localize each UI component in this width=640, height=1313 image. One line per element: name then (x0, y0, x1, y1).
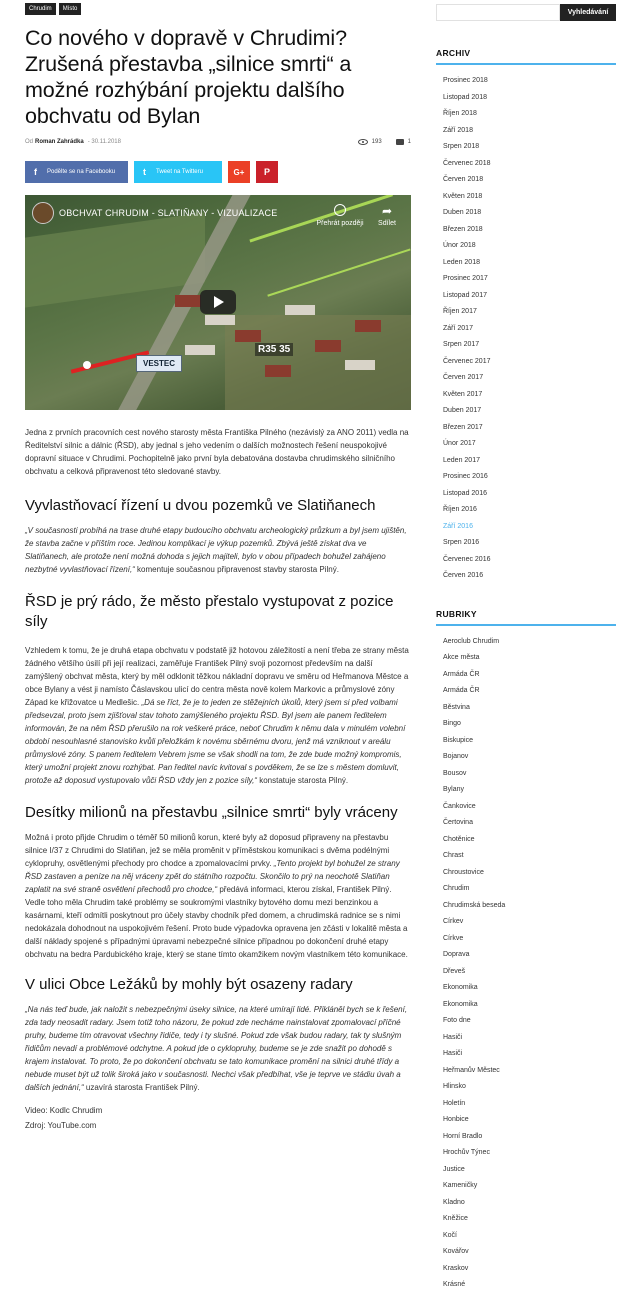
article-meta (25, 137, 411, 147)
paragraph-text: předává informaci, kterou získal, František Pilný. Vedle toho měla Chrudim také problémy se soukromými vlastníky bytového domu mezi benzinkou a kasárnami, kteří odmítli poskytnout pro účely stavby chodník před domem, a chrudimská radnice se s nimi nedokázala dohodnout na uspokojivém řešení. Proto bude výpadovka opravena jen zčásti v lokalitě města a další náklady spojené s případnými úpravami nebezpečné silnice případnou po dokončení druhé etapy obchvatu na bedra Pardubického kraje, který se stane tímto okamžikem novým vlastníkem této komunikace. (25, 885, 408, 959)
article-stats (358, 139, 411, 145)
quote-text: „Na nás teď bude, jak naložit s nebezpečnými úseky silnice, na které umírají lidé. Přikláněl bych se k řešení, zda tady neosadit radary. Jsem totiž toho názoru, že pokud zde necháme nainstalovat zpomalovací příčné pruhy, budeme tím otravovat všechny řidiče, tedy i ty slušné. Pokud zde však budou radary, tak ty slušným řidičům nevadí a problémové odchytne. A pokud jde o cyklopruhy, budeme se je zde snažit po dohodě s krajem instalovat. To proto, že po dokončení obchvatu se tato komunikace promění na silnici druhé třídy a nebude muset být už tolik široká jako v současnosti. Nechci však předbíhat, vše je teprve ve stádiu úvah a dalších jednání,“ (25, 1005, 408, 1092)
watch-later-button[interactable] (315, 204, 365, 227)
archive-item[interactable]: Listopad 2018 (443, 93, 487, 101)
quote-text: „Tento projekt byl bohužel ze strany ŘSD zastaven a peníze na něj vráceny zpět do státního rozpočtu. Skončilo to prý na neochotě Slatiňan zaplatit na své straně osvětlení přechodů pro chodce,“ (25, 859, 400, 894)
rubriky-item[interactable]: Chroustovice (443, 868, 484, 876)
archive-item[interactable]: Červen 2016 (443, 572, 484, 579)
archive-item[interactable]: Srpen 2016 (443, 539, 480, 546)
source-credit: Zdroj: YouTube.com (25, 1121, 97, 1130)
pinterest-share-button[interactable]: P (256, 161, 278, 183)
by-label: Od (25, 139, 34, 145)
video-frame-road-label: R35 35 (255, 343, 293, 356)
rubriky-item[interactable]: Církve (443, 934, 464, 942)
archive-item[interactable]: Říjen 2017 (443, 308, 477, 315)
view-count: 193 (371, 139, 382, 145)
archive-item[interactable]: Říjen 2018 (443, 110, 477, 117)
rubriky-item[interactable]: Dřeveš (443, 967, 466, 975)
archive-item[interactable]: Listopad 2017 (443, 291, 487, 299)
archive-item[interactable]: Září 2016 (443, 522, 473, 530)
article-paragraph (25, 524, 411, 576)
section-heading: Desítky milionů na přestavbu „silnice smrti“ byly vráceny (25, 804, 398, 821)
section-heading: V ulici Obce Ležáků by mohly být osazeny radary (25, 976, 353, 993)
article-title: Co nového v dopravě v Chrudimi? Zrušená přestavba „silnice smrti“ a možné rozhýbání projektu dalšího obchvatu od Bylan (25, 26, 352, 128)
rubriky-list (436, 634, 616, 1294)
quote-attribution: konstatuje starosta Pilný. (256, 776, 349, 785)
rubriky-item[interactable]: Chrudim (443, 885, 470, 892)
rubriky-heading: RUBRIKY (436, 608, 477, 619)
twitter-share-label: Tweet na Twitteru (156, 169, 203, 175)
video-frame-village (145, 285, 395, 395)
video-share-button[interactable] (370, 204, 404, 227)
rubriky-item[interactable]: Církev (443, 918, 464, 925)
rubriky-item[interactable]: Ekonomika (443, 984, 478, 991)
archive-item[interactable]: Prosinec 2016 (443, 473, 488, 480)
archive-item[interactable]: Květen 2017 (443, 390, 483, 398)
video-frame-marker (83, 361, 91, 369)
archive-item[interactable]: Březen 2018 (443, 225, 483, 233)
rubriky-item[interactable]: Kameničky (443, 1182, 478, 1189)
archive-item[interactable]: Duben 2018 (443, 209, 482, 216)
video-credit: Video: Kodlc Chrudim (25, 1106, 103, 1115)
rubriky-item[interactable]: Kraskov (443, 1264, 469, 1272)
archive-item[interactable]: Září 2017 (443, 324, 473, 332)
archive-item[interactable]: Březen 2017 (443, 423, 483, 431)
video-title[interactable]: OBCHVAT CHRUDIM - SLATIŇANY - VIZUALIZACE (59, 208, 278, 218)
youtube-video-embed[interactable] (25, 195, 411, 410)
rubriky-item[interactable]: Čankovice (443, 802, 476, 810)
archive-item[interactable]: Únor 2017 (443, 440, 476, 447)
archive-item[interactable]: Červen 2018 (443, 176, 484, 183)
sidebar (436, 0, 616, 1294)
paragraph-text: Možná i proto přijde Chrudim o téměř 50 milionů korun, které byly až doposud připraveny na přestavbu silnice I/37 z Chrudimi do Slatiňan, jež se měla proměnit v příměstskou komunikaci s dvěma podélnými cyklopruhy, osvětlenými přechody pro chodce a zpomalovacími prvky. (25, 833, 390, 868)
search-form (436, 4, 616, 21)
watch-later-label: Přehrát později (316, 220, 364, 227)
rubriky-item[interactable]: Akce města (443, 654, 480, 661)
archive-list (436, 73, 616, 585)
rubriky-item[interactable]: Chotěnice (443, 835, 475, 843)
rubriky-item[interactable]: Biskupice (443, 736, 473, 744)
archive-item[interactable]: Leden 2017 (443, 456, 480, 464)
comment-icon[interactable] (396, 139, 404, 145)
rubriky-item[interactable]: Armáda ČR (443, 670, 480, 678)
archive-item[interactable]: Leden 2018 (443, 258, 480, 266)
heading-underline (436, 63, 616, 65)
search-input[interactable] (436, 4, 560, 21)
category-tag-misto[interactable]: Místo (59, 3, 82, 15)
section-heading: ŘSD je prý rádo, že město přestalo vystupovat z pozice síly (25, 593, 394, 630)
rubriky-item[interactable]: Chrudimská beseda (443, 901, 506, 909)
clock-icon (334, 204, 346, 216)
rubriky-item[interactable]: Hlinsko (443, 1083, 466, 1090)
rubriky-item[interactable]: Bingo (443, 720, 461, 727)
article-paragraph (25, 831, 411, 961)
archive-item[interactable]: Červenec 2017 (443, 357, 491, 365)
rubriky-item[interactable]: Bylany (443, 786, 465, 793)
archive-item[interactable]: Červenec 2018 (443, 159, 491, 167)
rubriky-item[interactable]: Justice (443, 1165, 465, 1173)
video-share-label: Sdílet (378, 220, 396, 227)
article-column (25, 0, 411, 1132)
rubriky-item[interactable]: Heřmanův Městec (443, 1066, 500, 1074)
archive-item[interactable]: Září 2018 (443, 126, 473, 134)
facebook-icon: f (34, 167, 37, 177)
video-frame-place-label: VESTEC (136, 355, 182, 372)
archive-heading: ARCHIV (436, 48, 471, 58)
archive-item[interactable]: Červenec 2016 (443, 555, 491, 563)
rubriky-item[interactable]: Foto dne (443, 1017, 471, 1024)
heading-underline (436, 624, 616, 626)
rubriky-item[interactable]: Bojanov (443, 753, 469, 760)
rubriky-item[interactable]: Hrochův Týnec (443, 1149, 490, 1156)
paragraph-text: Vzhledem k tomu, že je druhá etapa obchvatu v podstatě již hotovou záležitostí a není třeba ze strany města žádného většího úsilí při její realizaci, zaměřuje František Pilný svoji pozornost především na další zamýšlený obchvat města, který by měl odklonit těžkou nákladní dopravu ve směru od Heřmanova Městce a obce Bylany a vést ji namísto Čáslavskou ulicí do centra města nově kolem Markovic a průmyslové zóny Západ ke křižovatce u Medlešic. (25, 646, 409, 707)
rubriky-item[interactable]: Krásné (443, 1281, 466, 1288)
category-tags (25, 3, 411, 15)
rubriky-item[interactable]: Kočí (443, 1231, 458, 1239)
rubriky-item[interactable]: Armáda ČR (443, 687, 480, 694)
archive-item[interactable]: Červen 2017 (443, 374, 484, 381)
google-plus-share-button[interactable]: G+ (228, 161, 250, 183)
archive-item[interactable]: Srpen 2017 (443, 341, 480, 348)
rubriky-item[interactable]: Chrast (443, 852, 464, 859)
rubriky-item[interactable]: Hasiči (443, 1033, 463, 1041)
quote-text: „V současnosti probíhá na trase druhé etapy budoucího obchvatu archeologický průzkum a byl jsem ujištěn, že stavba začne v příštím roce. Jedinou komplikací je výkup pozemků. Zbývá ještě získat dva ve Slatiňanech, ale protože není možná dohoda s jejich majiteli, bylo v obou případech bohužel zahájeno nezbytné vyvlastňovací řízení,“ (25, 526, 407, 574)
channel-avatar[interactable] (32, 202, 54, 224)
facebook-share-label: Podělte se na Facebooku (47, 169, 116, 175)
archive-item[interactable]: Duben 2017 (443, 407, 482, 414)
rubriky-item[interactable]: Kněžice (443, 1215, 468, 1222)
search-button[interactable]: Vyhledávání (560, 4, 616, 21)
article-paragraph (25, 644, 411, 787)
share-bar (25, 161, 411, 183)
archive-item[interactable]: Únor 2018 (443, 242, 476, 249)
rubriky-item[interactable]: Kovářov (443, 1248, 469, 1255)
publish-date: - 30.11.2018 (87, 139, 121, 145)
twitter-share-button[interactable] (134, 161, 222, 183)
rubriky-item[interactable]: Čertovina (443, 819, 473, 826)
rubriky-item[interactable]: Ekonomika (443, 1000, 478, 1008)
rubriky-item[interactable]: Běstvina (443, 703, 470, 711)
quote-text: „Dá se říct, že je to jeden ze stěžejních úkolů, který jsem si před volbami předsevzal, proto jsem zjišťoval stav tohoto zamýšleného projektu ŘSD. Byl jsem ale panem ředitelem informován, že na něm ŘSD přerušilo na rok veškeré práce, neboť Chrudim k němu dala v minulém volební období nesouhlasné stanovisko kvůli přeložkám k novému sběrnému dvoru, jenž má vzniknout v areálu průmyslové zóny. S panem ředitelem Vebrem jsme se však shodli na tom, že zde bude možný kompromis, který umožní projekt znovu rozhýbat. Pan ředitel navíc kvitoval s povděkem, že se lze s městem domluvit, protože až doposud vystupovalo vůči ŘSD vždy jen z pozice síly,“ (25, 698, 406, 785)
archive-item[interactable]: Květen 2018 (443, 192, 483, 200)
quote-attribution: komentuje současnou připravenost stavby starosta Pilný. (134, 565, 339, 574)
rubriky-item[interactable]: Horní Bradlo (443, 1132, 483, 1140)
rubriky-widget (436, 609, 616, 1294)
archive-item[interactable]: Prosinec 2017 (443, 275, 488, 282)
archive-item[interactable]: Srpen 2018 (443, 143, 480, 150)
article-intro: Jedna z prvních pracovních cest nového starosty města Františka Pilného (nezávislý za ANO 2011) vedla na Ředitelství silnic a dálnic (ŘSD), aby jednal s jeho vedením o dalších možnostech řešení neuspokojivé dopravní situace v Chrudimi. Pochopitelně jako první byla debatována dostavba chrudimského silničního obchvatu a celková připravenost této sledované stavby. (25, 428, 409, 476)
author-link[interactable]: Roman Zahrádka (35, 139, 84, 145)
quote-attribution: uzavírá starosta František Pilný. (83, 1083, 200, 1092)
share-arrow-icon: ➦ (381, 204, 393, 218)
eye-icon (358, 139, 368, 145)
rubriky-item[interactable]: Bousov (443, 769, 467, 777)
facebook-share-button[interactable] (25, 161, 128, 183)
category-tag-chrudim[interactable]: Chrudim (25, 3, 56, 15)
rubriky-item[interactable]: Holetín (443, 1099, 466, 1107)
rubriky-item[interactable]: Doprava (443, 951, 470, 958)
rubriky-item[interactable]: Kladno (443, 1198, 465, 1206)
archive-item[interactable]: Listopad 2016 (443, 489, 487, 497)
comment-count[interactable]: 1 (407, 139, 411, 145)
twitter-icon: t (143, 167, 146, 177)
article-paragraph (25, 1003, 411, 1094)
rubriky-item[interactable]: Hasiči (443, 1050, 463, 1057)
section-heading: Vyvlastňovací řízení u dvou pozemků ve Slatiňanech (25, 497, 376, 514)
archive-widget (436, 48, 616, 585)
rubriky-item[interactable]: Aeroclub Chrudim (443, 637, 500, 645)
rubriky-item[interactable]: Honbice (443, 1116, 469, 1123)
play-icon[interactable] (200, 290, 236, 314)
archive-item[interactable]: Říjen 2016 (443, 506, 477, 513)
archive-item[interactable]: Prosinec 2018 (443, 77, 488, 84)
